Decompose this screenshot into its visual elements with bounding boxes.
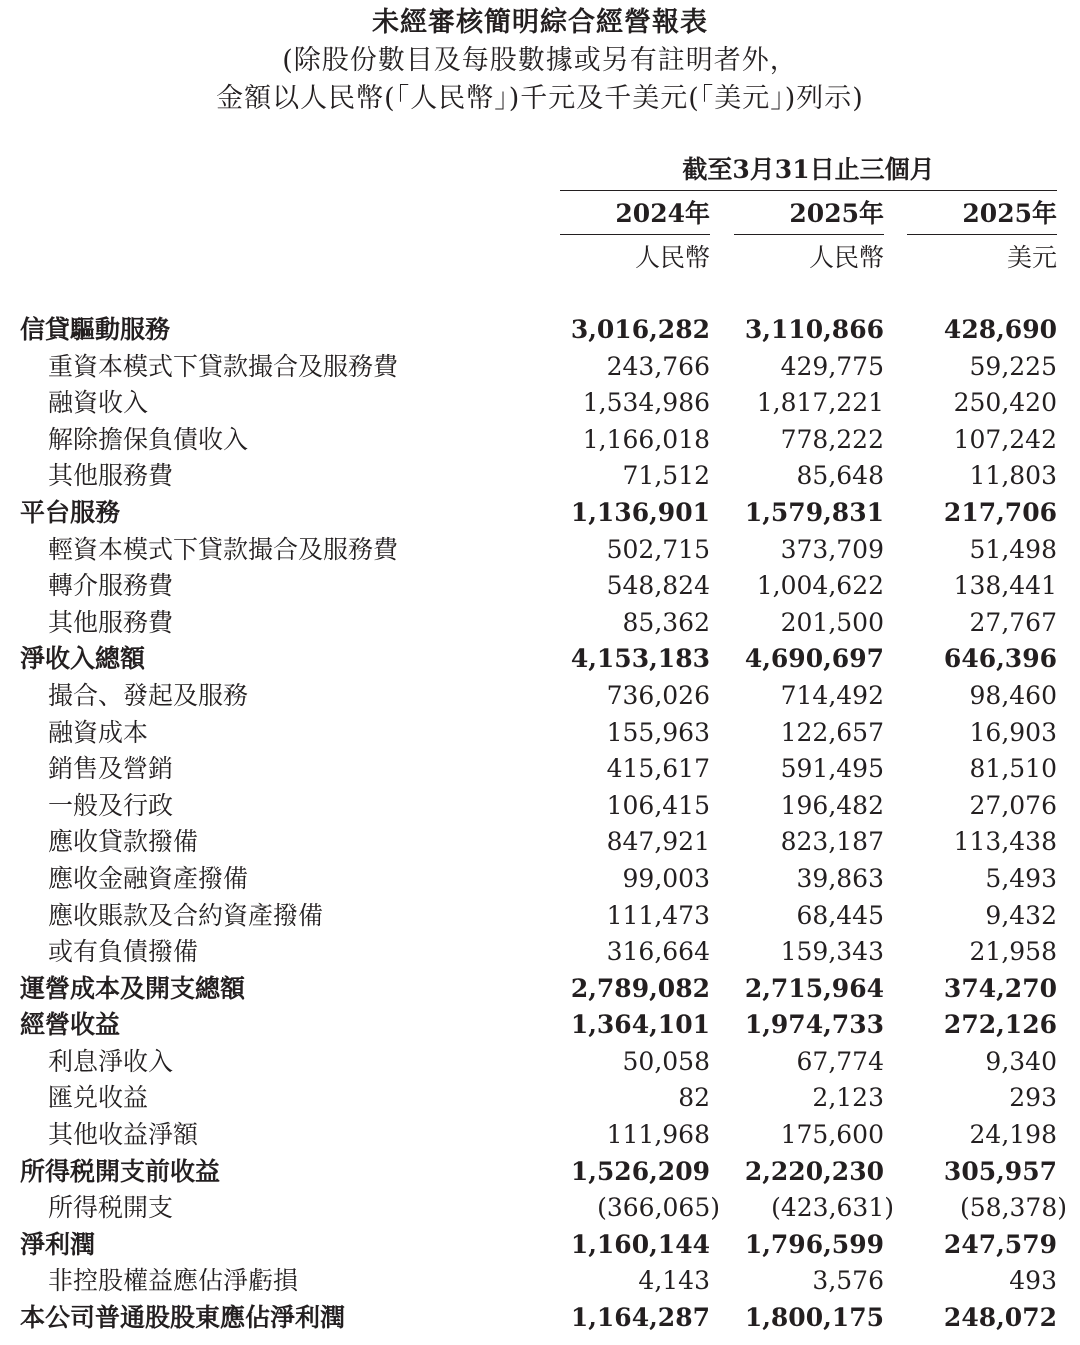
- table-row: [0, 1154, 1080, 1191]
- value-2025-rmb: 2,715,964: [744, 973, 884, 1003]
- value-2025-rmb: 778,222: [780, 424, 884, 454]
- value-2024-rmb: 415,617: [606, 754, 710, 784]
- value-2025-rmb: 2,220,230: [744, 1156, 884, 1186]
- value-2025-usd: 305,957: [943, 1156, 1057, 1186]
- row-label: 信貸驅動服務: [20, 315, 171, 344]
- value-2025-usd: 24,198: [969, 1120, 1057, 1150]
- table-row: [0, 1007, 1080, 1044]
- value-2024-rmb: 1,526,209: [570, 1156, 710, 1186]
- table-row: [0, 532, 1080, 569]
- column-year-2024: 2024年: [615, 199, 710, 228]
- row-label: 非控股權益應佔淨虧損: [48, 1266, 299, 1296]
- table-row: [0, 1300, 1080, 1337]
- row-label: 應收金融資產撥備: [48, 863, 249, 893]
- report-header: [0, 4, 1080, 118]
- row-label: 運營成本及開支總額: [20, 973, 246, 1003]
- table-row: [0, 385, 1080, 422]
- value-2024-rmb: 1,534,986: [582, 388, 710, 418]
- column-currency-rmb-2024: 人民幣: [634, 243, 710, 272]
- value-2024-rmb: 1,136,901: [570, 497, 710, 527]
- table-row: [0, 934, 1080, 971]
- row-label: 銷售及營銷: [48, 754, 174, 784]
- value-2025-rmb: 68,445: [796, 900, 884, 930]
- year-underline-3: [907, 234, 1057, 235]
- row-label: 融資成本: [48, 717, 149, 747]
- value-2024-rmb: 82: [678, 1083, 710, 1113]
- value-2024-rmb: (366,065): [597, 1193, 720, 1223]
- table-row: [0, 1263, 1080, 1300]
- table-row: [0, 678, 1080, 715]
- row-label: 輕資本模式下貸款撮合及服務費: [48, 534, 399, 564]
- value-2025-rmb: 67,774: [796, 1046, 884, 1076]
- value-2024-rmb: 4,143: [638, 1266, 710, 1296]
- row-label: 融資收入: [48, 388, 149, 418]
- table-row: [0, 349, 1080, 386]
- table-row: [0, 495, 1080, 532]
- row-label: 所得税開支前收益: [20, 1156, 221, 1186]
- row-label: 其他服務費: [48, 461, 174, 491]
- row-label: 解除擔保負債收入: [48, 424, 249, 454]
- value-2025-usd: 27,767: [969, 607, 1057, 637]
- column-currency-rmb-2025: 人民幣: [808, 243, 884, 272]
- value-2025-usd: 98,460: [969, 680, 1057, 710]
- table-row: [0, 458, 1080, 495]
- value-2025-rmb: 159,343: [780, 937, 884, 967]
- table-row: [0, 641, 1080, 678]
- row-label: 應收貸款撥備: [48, 827, 199, 857]
- value-2024-rmb: 2,789,082: [570, 973, 710, 1003]
- value-2025-usd: 248,072: [943, 1303, 1057, 1333]
- value-2024-rmb: 50,058: [622, 1046, 710, 1076]
- value-2025-rmb: 3,576: [812, 1266, 884, 1296]
- value-2024-rmb: 99,003: [622, 863, 710, 893]
- table-row: [0, 1044, 1080, 1081]
- value-2025-rmb: 591,495: [780, 754, 884, 784]
- row-label: 轉介服務費: [48, 571, 174, 601]
- table-row: [0, 1190, 1080, 1227]
- row-label: 利息淨收入: [48, 1046, 174, 1076]
- table-row: [0, 312, 1080, 349]
- value-2025-rmb: (423,631): [771, 1193, 894, 1223]
- value-2024-rmb: 85,362: [622, 607, 710, 637]
- row-label: 重資本模式下貸款撮合及服務費: [48, 351, 399, 381]
- value-2025-rmb: 1,800,175: [744, 1303, 884, 1333]
- value-2025-usd: 493: [1009, 1266, 1057, 1296]
- value-2025-usd: 9,432: [985, 900, 1057, 930]
- value-2024-rmb: 106,415: [606, 790, 710, 820]
- table-row: [0, 788, 1080, 825]
- row-label: 或有負債撥備: [48, 937, 199, 967]
- statement-table: [0, 312, 1080, 1337]
- value-2025-usd: 247,579: [943, 1229, 1057, 1259]
- column-currency-usd-2025: 美元: [1006, 243, 1057, 272]
- value-2025-usd: 81,510: [969, 754, 1057, 784]
- value-2025-rmb: 122,657: [780, 717, 884, 747]
- row-label: 淨收入總額: [20, 644, 146, 674]
- table-row: [0, 824, 1080, 861]
- value-2025-rmb: 373,709: [780, 534, 884, 564]
- value-2025-rmb: 85,648: [796, 461, 884, 491]
- value-2025-usd: 27,076: [969, 790, 1057, 820]
- table-row: [0, 715, 1080, 752]
- value-2025-usd: 272,126: [943, 1010, 1057, 1040]
- row-label: 其他收益淨額: [48, 1120, 199, 1150]
- value-2025-rmb: 2,123: [812, 1083, 884, 1113]
- period-header: 截至3月31日止三個月: [682, 155, 935, 184]
- value-2024-rmb: 71,512: [622, 461, 710, 491]
- value-2024-rmb: 4,153,183: [570, 644, 710, 674]
- value-2025-usd: 51,498: [969, 534, 1057, 564]
- value-2025-usd: 107,242: [953, 424, 1057, 454]
- value-2025-rmb: 1,579,831: [744, 497, 884, 527]
- value-2025-usd: 250,420: [953, 388, 1057, 418]
- row-label: 其他服務費: [48, 607, 174, 637]
- value-2024-rmb: 155,963: [606, 717, 710, 747]
- value-2025-usd: 374,270: [943, 973, 1057, 1003]
- report-title: 未經審核簡明綜合經營報表: [372, 7, 708, 38]
- column-year-2025-rmb: 2025年: [789, 199, 884, 228]
- value-2024-rmb: 3,016,282: [570, 315, 710, 344]
- row-label: 匯兑收益: [48, 1083, 149, 1113]
- value-2025-rmb: 4,690,697: [744, 644, 884, 674]
- table-row: [0, 971, 1080, 1008]
- value-2025-usd: 217,706: [943, 497, 1057, 527]
- value-2024-rmb: 1,166,018: [582, 424, 710, 454]
- value-2025-rmb: 3,110,866: [744, 315, 884, 344]
- value-2025-usd: 5,493: [985, 863, 1057, 893]
- value-2025-rmb: 1,817,221: [756, 388, 884, 418]
- value-2025-rmb: 1,796,599: [744, 1229, 884, 1259]
- row-label: 經營收益: [20, 1010, 121, 1040]
- value-2025-rmb: 39,863: [796, 863, 884, 893]
- value-2025-rmb: 429,775: [780, 351, 884, 381]
- value-2025-usd: 113,438: [953, 827, 1057, 857]
- value-2024-rmb: 111,473: [606, 900, 710, 930]
- value-2025-rmb: 823,187: [780, 827, 884, 857]
- period-underline: [560, 190, 1057, 191]
- table-row: [0, 1117, 1080, 1154]
- value-2025-usd: 11,803: [969, 461, 1057, 491]
- row-label: 一般及行政: [48, 790, 174, 820]
- value-2024-rmb: 243,766: [606, 351, 710, 381]
- table-row: [0, 861, 1080, 898]
- value-2025-rmb: 175,600: [780, 1120, 884, 1150]
- row-label: 所得税開支: [48, 1193, 174, 1223]
- value-2025-rmb: 1,974,733: [744, 1010, 884, 1040]
- value-2024-rmb: 1,160,144: [570, 1229, 710, 1259]
- report-subtitle-line-1: (除股份數目及每股數據或另有註明者外，: [282, 45, 798, 76]
- table-row: [0, 568, 1080, 605]
- row-label: 平台服務: [20, 497, 121, 527]
- value-2024-rmb: 1,364,101: [570, 1010, 710, 1040]
- year-underline-1: [560, 234, 710, 235]
- table-row: [0, 1227, 1080, 1264]
- value-2024-rmb: 111,968: [606, 1120, 710, 1150]
- value-2024-rmb: 736,026: [606, 680, 710, 710]
- value-2025-usd: 293: [1009, 1083, 1057, 1113]
- value-2024-rmb: 847,921: [606, 827, 710, 857]
- row-label: 淨利潤: [20, 1229, 96, 1259]
- row-label: 應收賬款及合約資產撥備: [48, 900, 324, 930]
- value-2025-rmb: 714,492: [780, 680, 884, 710]
- row-label: 撮合、發起及服務: [48, 680, 249, 710]
- report-subtitle-line-2: 金額以人民幣(「人民幣」)千元及千美元(「美元」)列示): [216, 83, 864, 114]
- value-2025-usd: 646,396: [943, 644, 1057, 674]
- year-underline-2: [734, 234, 884, 235]
- value-2025-usd: 138,441: [953, 571, 1057, 601]
- value-2024-rmb: 316,664: [606, 937, 710, 967]
- table-row: [0, 1080, 1080, 1117]
- row-label: 本公司普通股股東應佔淨利潤: [20, 1303, 346, 1333]
- value-2025-usd: 21,958: [969, 937, 1057, 967]
- table-row: [0, 751, 1080, 788]
- value-2024-rmb: 548,824: [606, 571, 710, 601]
- value-2025-usd: 59,225: [969, 351, 1057, 381]
- value-2025-usd: 428,690: [943, 315, 1057, 344]
- value-2024-rmb: 1,164,287: [570, 1303, 710, 1333]
- table-row: [0, 898, 1080, 935]
- value-2025-usd: 9,340: [985, 1046, 1057, 1076]
- value-2025-rmb: 201,500: [780, 607, 884, 637]
- table-row: [0, 422, 1080, 459]
- value-2025-rmb: 196,482: [780, 790, 884, 820]
- table-row: [0, 605, 1080, 642]
- value-2025-rmb: 1,004,622: [756, 571, 884, 601]
- column-year-2025-usd: 2025年: [962, 199, 1057, 228]
- value-2024-rmb: 502,715: [606, 534, 710, 564]
- value-2025-usd: 16,903: [969, 717, 1057, 747]
- value-2025-usd: (58,378): [960, 1193, 1067, 1223]
